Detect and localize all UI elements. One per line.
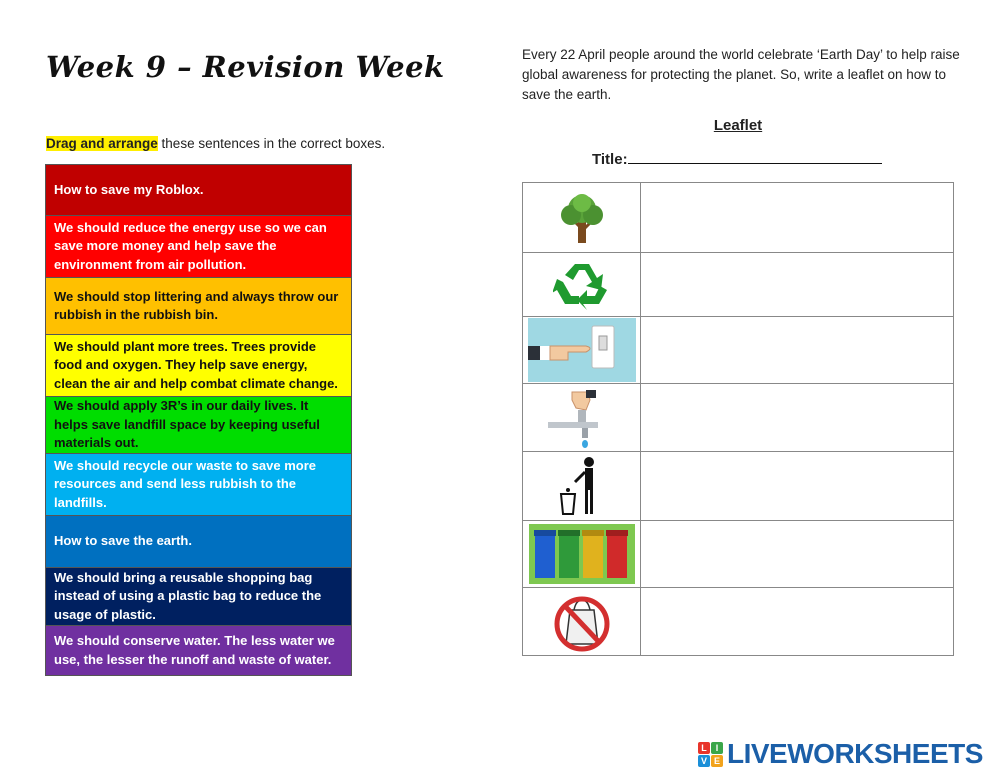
logo-letter: L	[698, 742, 710, 754]
sentence-strips	[45, 164, 352, 676]
sentence-strip-energy[interactable]	[45, 216, 352, 278]
strip-text: We should bring a reusable shopping bag instead of using a plastic bag to reduce the usage of plastic.	[54, 569, 322, 622]
litter-bin-icon	[523, 454, 640, 518]
leaflet-row	[523, 384, 954, 452]
strip-text: We should stop littering and always throw our rubbish in the rubbish bin.	[54, 288, 339, 322]
instruction-rest: these sentences in the correct boxes.	[157, 136, 386, 151]
instruction-text	[46, 136, 385, 151]
strip-text: We should plant more trees. Trees provide food and oxygen. They help save energy, clean the air and help combat climate change.	[54, 338, 338, 391]
sentence-strip-littering[interactable]	[45, 278, 352, 335]
leaflet-intro: Every 22 April people around the world celebrate ‘Earth Day’ to help raise global awareness for protecting the planet. So, write a leaflet on how to save the earth.	[522, 47, 960, 102]
no-plastic-bag-icon	[523, 592, 640, 652]
strip-text: We should reduce the energy use so we can save more money and help save the environment from air pollution.	[54, 219, 327, 272]
leaflet-row	[523, 317, 954, 384]
leaflet-table	[522, 182, 954, 656]
light-switch-icon	[523, 318, 640, 382]
recycle-icon	[523, 258, 640, 312]
sentence-strip-recycle[interactable]	[45, 454, 352, 516]
water-tap-icon	[523, 388, 640, 448]
liveworksheets-logo	[698, 738, 983, 770]
strip-text: How to save my Roblox.	[54, 181, 204, 197]
leaflet-row	[523, 588, 954, 656]
logo-letter: V	[698, 755, 710, 767]
leaflet-row	[523, 253, 954, 317]
tree-icon	[523, 191, 640, 245]
leaflet-row	[523, 452, 954, 521]
logo-letter: I	[711, 742, 723, 754]
leaflet-title-blank[interactable]	[628, 149, 882, 164]
leaflet-row	[523, 521, 954, 588]
strip-text: How to save the earth.	[54, 533, 192, 549]
sentence-strip-shopping-bag[interactable]	[45, 568, 352, 626]
sentence-strip-water[interactable]	[45, 626, 352, 676]
leaflet-title-label: Title:	[592, 151, 628, 168]
leaflet-row	[523, 183, 954, 253]
logo-text: LIVEWORKSHEETS	[727, 738, 983, 769]
leaflet-heading: Leaflet	[713, 117, 763, 134]
strip-text: We should conserve water. The less water we use, the lesser the runoff and waste of water.	[54, 633, 335, 667]
worksheet-title: Week 9 – Revision Week	[46, 50, 445, 84]
strip-text: We should apply 3R’s in our daily lives. It helps save landfill space by keeping useful materials out.	[54, 398, 320, 451]
strip-text: We should recycle our waste to save more resources and send less rubbish to the landfills.	[54, 457, 317, 510]
instruction-highlight: Drag and arrange	[46, 136, 158, 151]
leaflet-title-line	[592, 149, 882, 168]
recycling-bins-icon	[523, 524, 640, 584]
sentence-strip-roblox[interactable]	[45, 164, 352, 216]
sentence-strip-save-earth[interactable]	[45, 516, 352, 568]
logo-mark-icon	[698, 742, 723, 767]
logo-letter: E	[711, 755, 723, 767]
sentence-strip-3rs[interactable]	[45, 397, 352, 454]
sentence-strip-trees[interactable]	[45, 335, 352, 397]
